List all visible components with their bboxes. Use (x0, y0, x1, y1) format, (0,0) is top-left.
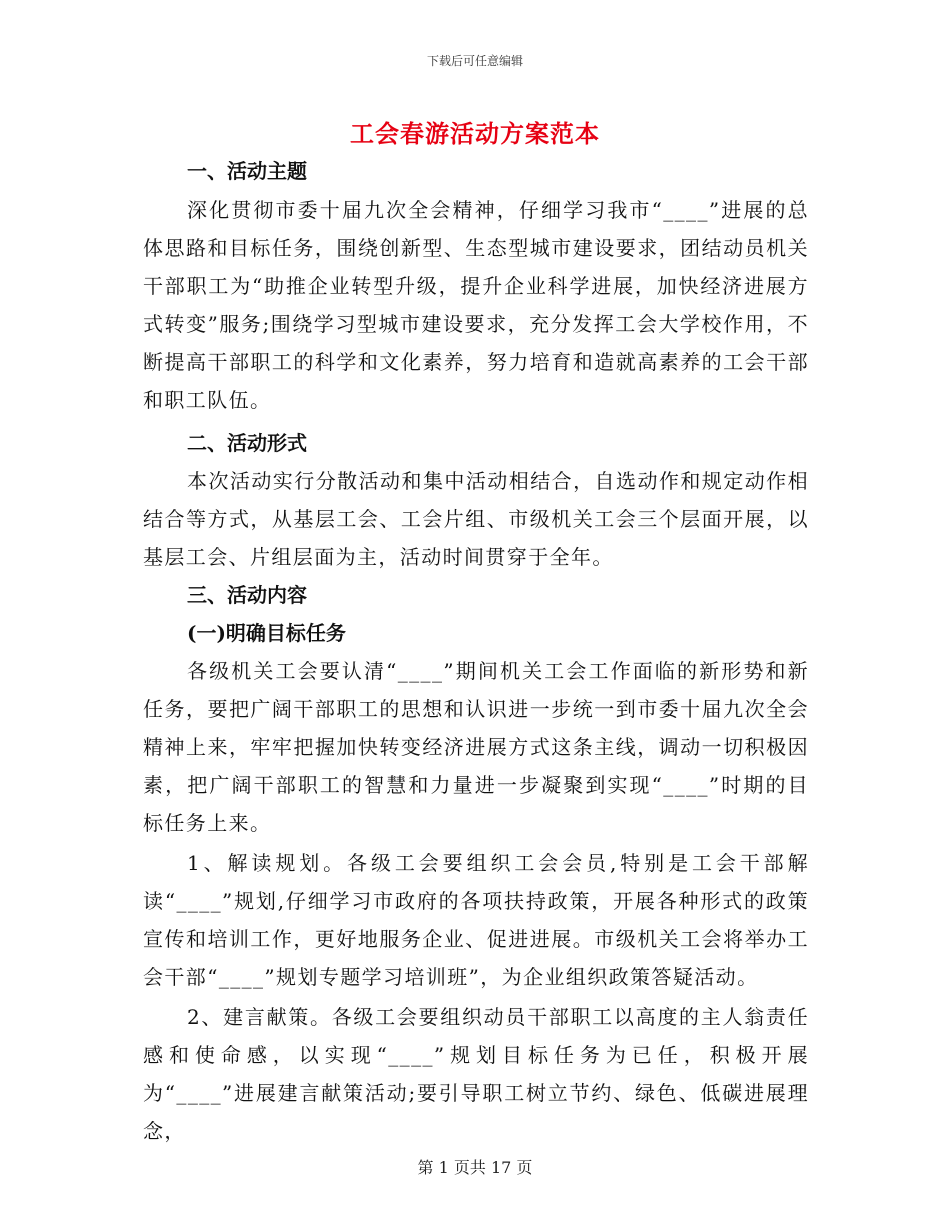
page-footer: 第 1 页共 17 页 (417, 1158, 533, 1177)
section-heading-theme: 一、活动主题 (187, 159, 307, 183)
section-heading-form: 二、活动形式 (187, 431, 307, 455)
section-paragraph-form: 本次活动实行分散活动和集中活动相结合，自选动作和规定动作相结合等方式，从基层工会、工会片组、市级机关工会三个层面开展，以基层工会、片组层面为主，活动时间贯穿于全年。 (143, 469, 809, 569)
subsection-heading-goals: (一)明确目标任务 (187, 621, 346, 645)
subsection-paragraph-goals: 各级机关工会要认清“____”期间机关工会工作面临的新形势和新任务，要把广阔干部职工的思想和认识进一步统一到市委十届九次全会精神上来，牢牢把握加快转变经济进展方式这条主线，调动一切积极因素，把广阔干部职工的智慧和力量进一步凝聚到实现“____”时期的目标任务上来。 (143, 659, 809, 835)
item-paragraph-interpret-plan: 1、解读规划。各级工会要组织工会会员,特别是工会干部解读“____”规划,仔细学习市政府的各项扶持政策，开展各种形式的政策宣传和培训工作，更好地服务企业、促进进展。市级机关工会将举办工会干部“____”规划专题学习培训班”，为企业组织政策答疑活动。 (143, 851, 809, 989)
header-note: 下载后可任意编辑 (426, 54, 523, 68)
section-heading-content: 三、活动内容 (187, 583, 307, 607)
item-paragraph-suggestions: 2、建言献策。各级工会要组织动员干部职工以高度的主人翁责任感和使命感，以实现“____”规划目标任务为已任，积极开展为“____”进展建言献策活动;要引导职工树立节约、绿色、低碳进展理念， (143, 1005, 809, 1143)
document-body (143, 150, 809, 1150)
document-title: 工会春游活动方案范本 (350, 119, 600, 148)
section-paragraph-theme: 深化贯彻市委十届九次全会精神，仔细学习我市“____”进展的总体思路和目标任务，围绕创新型、生态型城市建设要求，团结动员机关干部职工为“助推企业转型升级，提升企业科学进展，加快经济进展方式转变”服务;围绕学习型城市建设要求，充分发挥工会大学校作用，不断提高干部职工的科学和文化素养，努力培育和造就高素养的工会干部和职工队伍。 (143, 198, 809, 412)
